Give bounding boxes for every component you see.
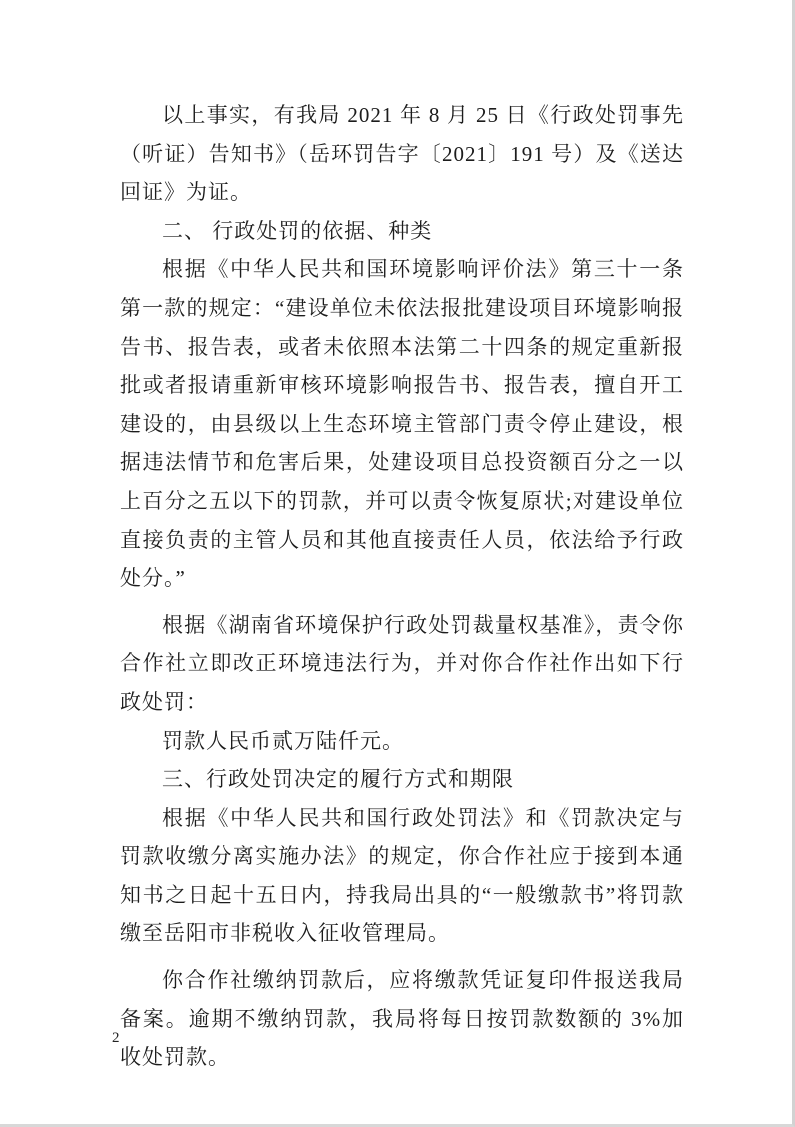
paragraph-evidence: 以上事实，有我局 2021 年 8 月 25 日《行政处罚事先（听证）告知书》（岳环罚告字〔2021〕191 号）及《送达回证》为证。 (120, 103, 684, 205)
paragraph-fine-amount: 罚款人民币贰万陆仟元。 (162, 728, 404, 753)
paragraph-payment-instructions: 根据《中华人民共和国行政处罚法》和《罚款决定与罚款收缴分离实施办法》的规定，你合作社应于接到本通知书之日起十五日内，持我局出具的“一般缴款书”将罚款缴至岳阳市非税收入征收管理局。 (120, 805, 684, 946)
paragraph-legal-basis: 根据《中华人民共和国环境影响评价法》第三十一条第一款的规定：“建设单位未依法报批建设项目环境影响报告书、报告表，或者未依照本法第二十四条的规定重新报批或者报请重新审核环境影响报告书、报告表，擅自开工建设的，由县级以上生态环境主管部门责令停止建设，根据违法情节和危害后果，处建设项目总投资额百分之一以上百分之五以下的罚款，并可以责令恢复原状;对建设单位直接负责的主管人员和其他直接责任人员，依法给予行政处分。” (120, 257, 684, 591)
paragraph-payment-followup: 你合作社缴纳罚款后，应将缴款凭证复印件报送我局备案。逾期不缴纳罚款，我局将每日按罚款数额的 3%加收处罚款。 (120, 968, 684, 1070)
page-number: 2 (112, 1030, 120, 1046)
section-heading-3: 三、行政处罚决定的履行方式和期限 (162, 767, 514, 792)
section-heading-2: 二、 行政处罚的依据、种类 (162, 218, 433, 243)
paragraph-discretion-standard: 根据《湖南省环境保护行政处罚裁量权基准》，责令你合作社立即改正环境违法行为，并对你合作社作出如下行政处罚： (120, 612, 684, 714)
